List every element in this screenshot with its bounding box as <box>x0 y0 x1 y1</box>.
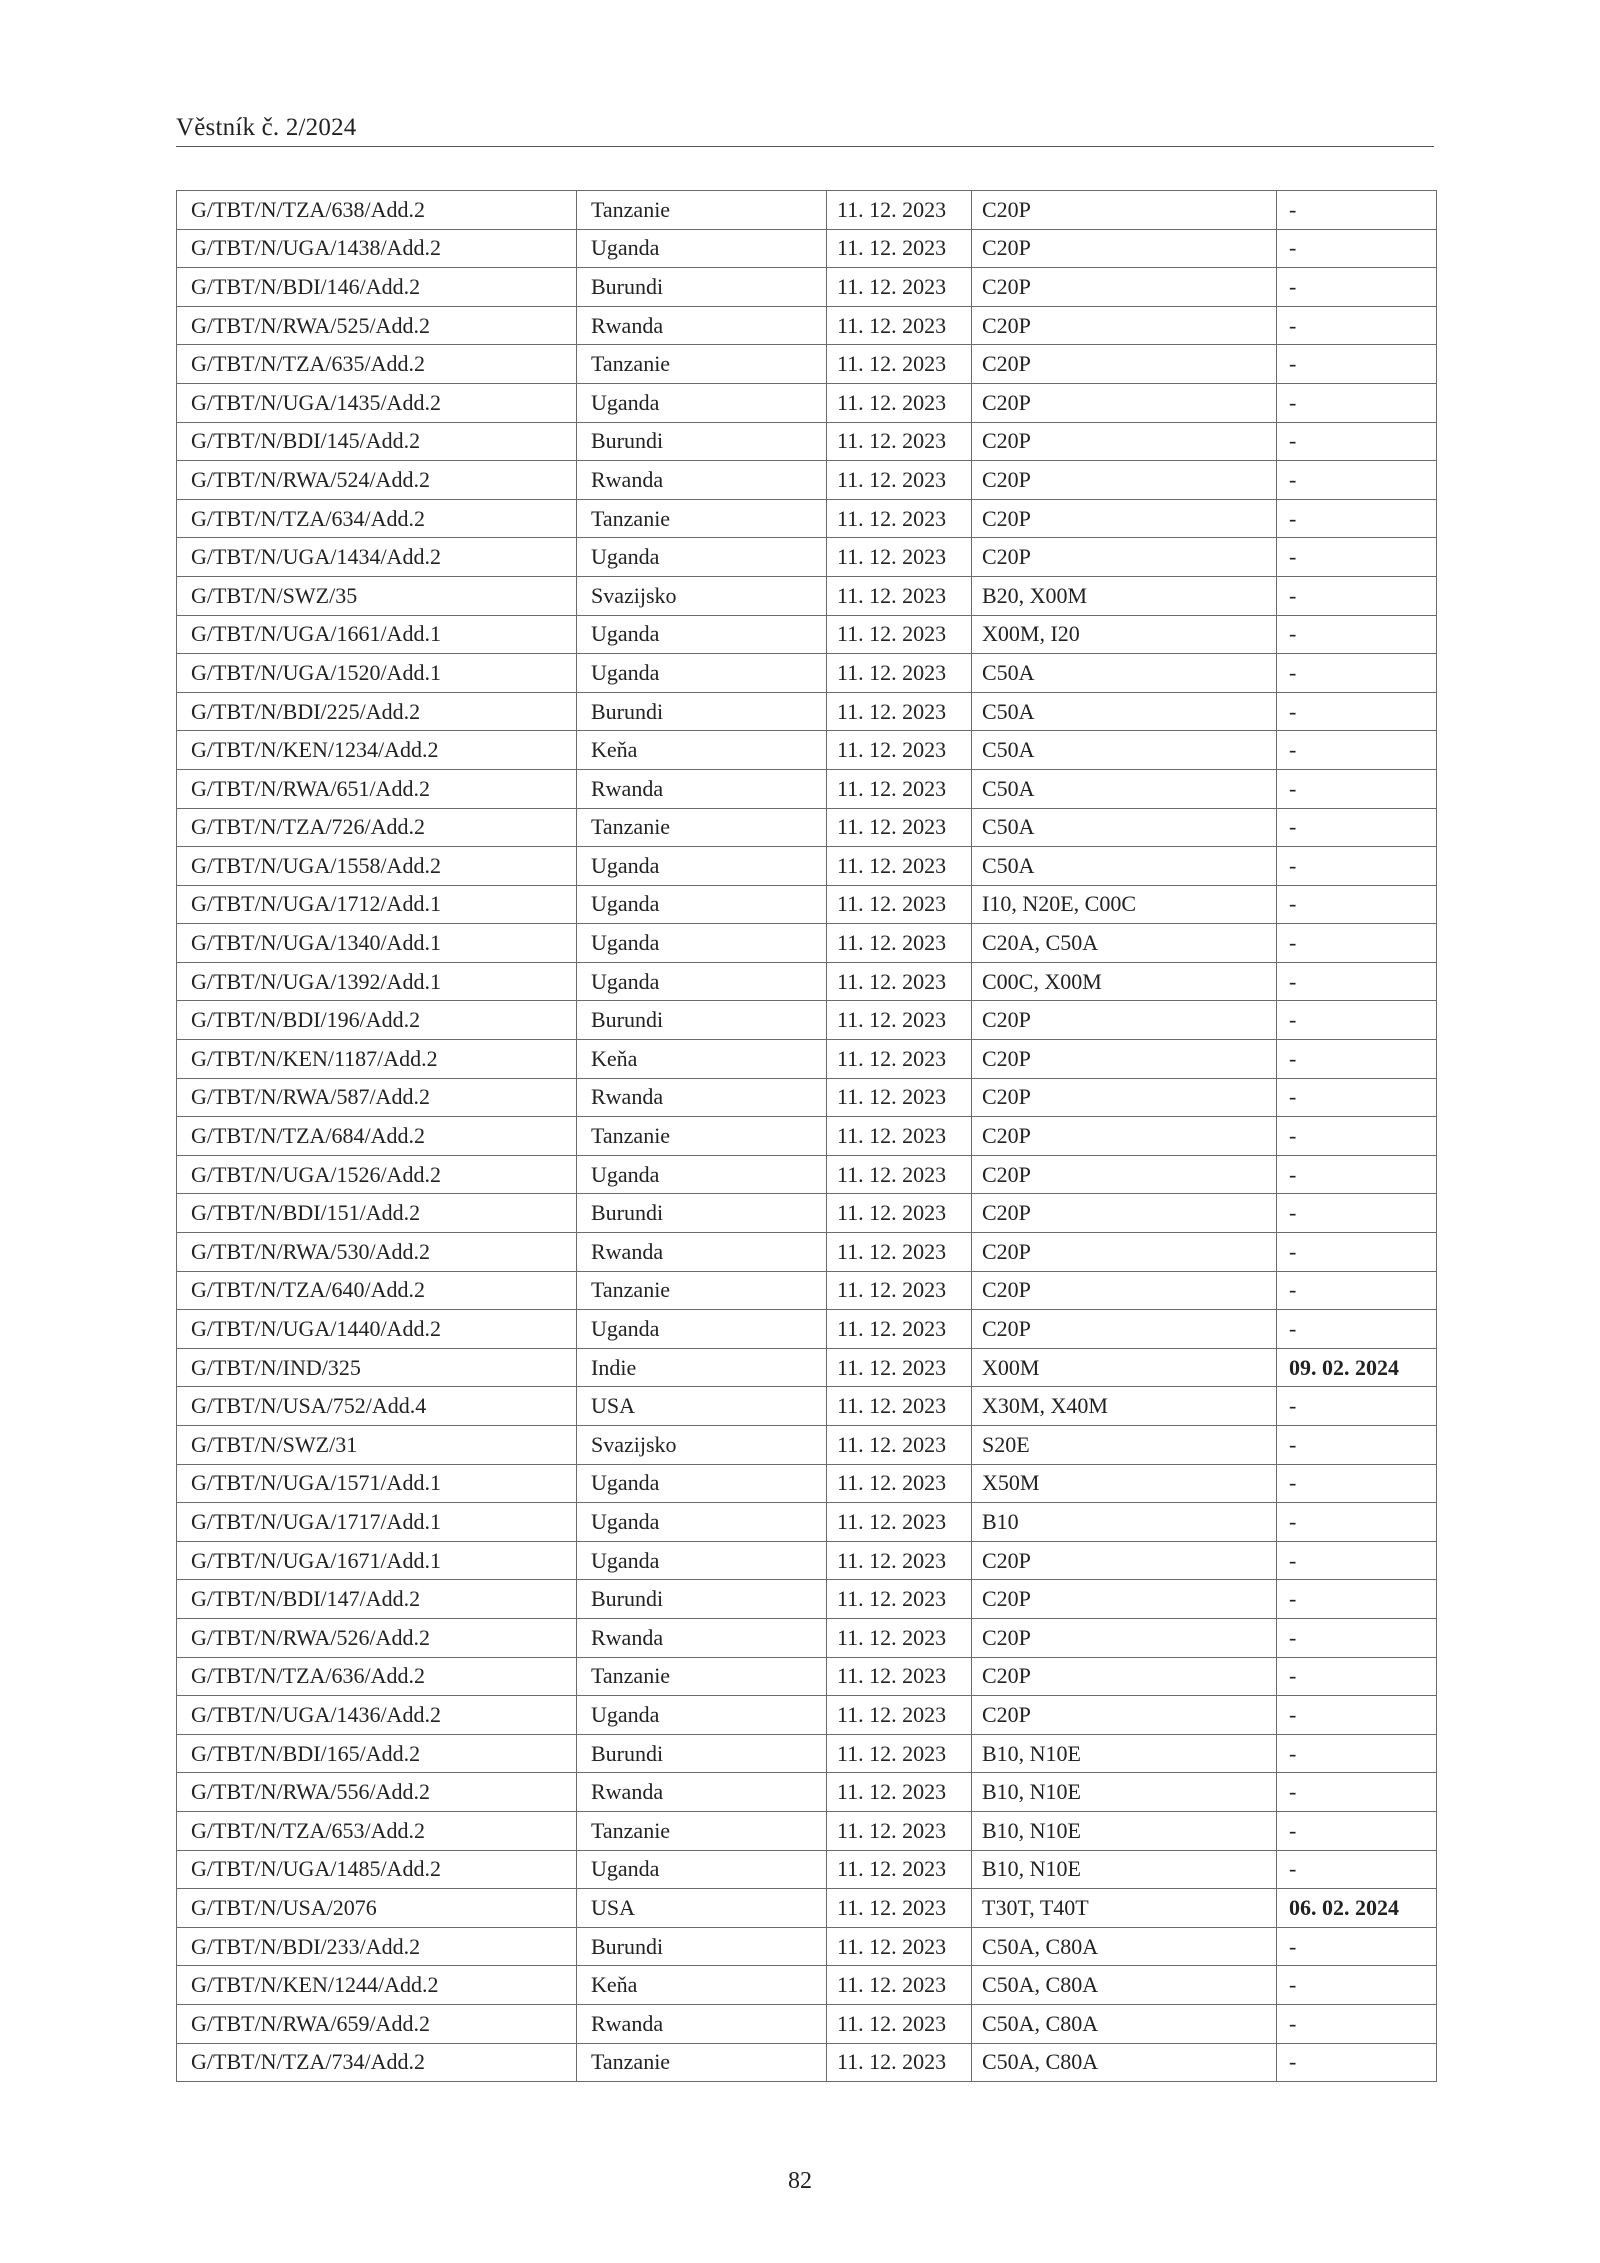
date-cell: 11. 12. 2023 <box>827 1348 972 1387</box>
deadline-cell: - <box>1277 268 1437 307</box>
country-cell: Keňa <box>577 731 827 770</box>
notification-symbol-cell: G/TBT/N/UGA/1671/Add.1 <box>177 1541 577 1580</box>
code-cell: C20P <box>972 1194 1277 1233</box>
date-cell: 11. 12. 2023 <box>827 1850 972 1889</box>
code-cell: C20P <box>972 1657 1277 1696</box>
deadline-cell: - <box>1277 769 1437 808</box>
deadline-cell: - <box>1277 654 1437 693</box>
notification-symbol-cell: G/TBT/N/RWA/526/Add.2 <box>177 1618 577 1657</box>
notification-symbol-cell: G/TBT/N/UGA/1392/Add.1 <box>177 962 577 1001</box>
table-row <box>177 1850 1437 1889</box>
table-row <box>177 1618 1437 1657</box>
notification-symbol-cell: G/TBT/N/RWA/556/Add.2 <box>177 1773 577 1812</box>
code-cell: C20P <box>972 461 1277 500</box>
code-cell: C50A <box>972 692 1277 731</box>
country-cell: Uganda <box>577 885 827 924</box>
code-cell: B10, N10E <box>972 1734 1277 1773</box>
code-cell: B10, N10E <box>972 1773 1277 1812</box>
code-cell: C20P <box>972 538 1277 577</box>
code-cell: C20P <box>972 1001 1277 1040</box>
deadline-cell: - <box>1277 1464 1437 1503</box>
deadline-cell: - <box>1277 1657 1437 1696</box>
table-row <box>177 654 1437 693</box>
deadline-cell: - <box>1277 1618 1437 1657</box>
deadline-cell: - <box>1277 924 1437 963</box>
table-row <box>177 576 1437 615</box>
notification-symbol-cell: G/TBT/N/UGA/1520/Add.1 <box>177 654 577 693</box>
date-cell: 11. 12. 2023 <box>827 1040 972 1079</box>
country-cell: Rwanda <box>577 1773 827 1812</box>
table-row <box>177 191 1437 230</box>
deadline-cell: - <box>1277 191 1437 230</box>
country-cell: Rwanda <box>577 1618 827 1657</box>
deadline-cell: - <box>1277 1387 1437 1426</box>
country-cell: Tanzanie <box>577 499 827 538</box>
deadline-cell: - <box>1277 576 1437 615</box>
country-cell: Indie <box>577 1348 827 1387</box>
table-row <box>177 615 1437 654</box>
notification-symbol-cell: G/TBT/N/RWA/659/Add.2 <box>177 2004 577 2043</box>
notification-symbol-cell: G/TBT/N/RWA/651/Add.2 <box>177 769 577 808</box>
deadline-cell: - <box>1277 383 1437 422</box>
date-cell: 11. 12. 2023 <box>827 924 972 963</box>
table-row <box>177 538 1437 577</box>
deadline-cell: - <box>1277 499 1437 538</box>
table-row <box>177 808 1437 847</box>
notification-symbol-cell: G/TBT/N/UGA/1340/Add.1 <box>177 924 577 963</box>
country-cell: Svazijsko <box>577 1426 827 1465</box>
table-row <box>177 1773 1437 1812</box>
deadline-cell: - <box>1277 1078 1437 1117</box>
notification-symbol-cell: G/TBT/N/SWZ/31 <box>177 1426 577 1465</box>
notification-symbol-cell: G/TBT/N/KEN/1234/Add.2 <box>177 731 577 770</box>
deadline-cell: - <box>1277 1271 1437 1310</box>
table-row <box>177 2043 1437 2082</box>
deadline-cell: - <box>1277 1541 1437 1580</box>
notification-symbol-cell: G/TBT/N/BDI/145/Add.2 <box>177 422 577 461</box>
country-cell: Rwanda <box>577 769 827 808</box>
deadline-cell: - <box>1277 1426 1437 1465</box>
code-cell: X50M <box>972 1464 1277 1503</box>
code-cell: C50A <box>972 654 1277 693</box>
notification-symbol-cell: G/TBT/N/TZA/640/Add.2 <box>177 1271 577 1310</box>
date-cell: 11. 12. 2023 <box>827 731 972 770</box>
date-cell: 11. 12. 2023 <box>827 1233 972 1272</box>
country-cell: USA <box>577 1387 827 1426</box>
code-cell: C20P <box>972 1117 1277 1156</box>
table-row <box>177 1194 1437 1233</box>
code-cell: T30T, T40T <box>972 1889 1277 1928</box>
date-cell: 11. 12. 2023 <box>827 268 972 307</box>
date-cell: 11. 12. 2023 <box>827 808 972 847</box>
notification-symbol-cell: G/TBT/N/TZA/634/Add.2 <box>177 499 577 538</box>
table-row <box>177 383 1437 422</box>
country-cell: Uganda <box>577 1696 827 1735</box>
deadline-cell: - <box>1277 1503 1437 1542</box>
code-cell: C20P <box>972 383 1277 422</box>
date-cell: 11. 12. 2023 <box>827 1927 972 1966</box>
date-cell: 11. 12. 2023 <box>827 499 972 538</box>
table-row <box>177 345 1437 384</box>
deadline-cell: - <box>1277 1966 1437 2005</box>
code-cell: C20P <box>972 1155 1277 1194</box>
deadline-cell: - <box>1277 345 1437 384</box>
notification-symbol-cell: G/TBT/N/SWZ/35 <box>177 576 577 615</box>
date-cell: 11. 12. 2023 <box>827 538 972 577</box>
deadline-cell: - <box>1277 1001 1437 1040</box>
date-cell: 11. 12. 2023 <box>827 1657 972 1696</box>
table-row <box>177 499 1437 538</box>
deadline-cell: - <box>1277 885 1437 924</box>
table-row <box>177 1233 1437 1272</box>
code-cell: C20P <box>972 1696 1277 1735</box>
table-row <box>177 1927 1437 1966</box>
deadline-cell: - <box>1277 1850 1437 1889</box>
deadline-cell: - <box>1277 731 1437 770</box>
country-cell: USA <box>577 1889 827 1928</box>
notification-symbol-cell: G/TBT/N/TZA/734/Add.2 <box>177 2043 577 2082</box>
table-row <box>177 2004 1437 2043</box>
table-row <box>177 1387 1437 1426</box>
country-cell: Svazijsko <box>577 576 827 615</box>
code-cell: C20P <box>972 191 1277 230</box>
deadline-cell: - <box>1277 1927 1437 1966</box>
notification-table <box>176 190 1437 2082</box>
deadline-cell: 09. 02. 2024 <box>1277 1348 1437 1387</box>
country-cell: Uganda <box>577 1155 827 1194</box>
table-row <box>177 1117 1437 1156</box>
country-cell: Uganda <box>577 1850 827 1889</box>
notification-symbol-cell: G/TBT/N/UGA/1434/Add.2 <box>177 538 577 577</box>
table-row <box>177 1271 1437 1310</box>
country-cell: Burundi <box>577 1927 827 1966</box>
deadline-cell: - <box>1277 1233 1437 1272</box>
notification-symbol-cell: G/TBT/N/UGA/1661/Add.1 <box>177 615 577 654</box>
table-row <box>177 924 1437 963</box>
deadline-cell: - <box>1277 847 1437 886</box>
date-cell: 11. 12. 2023 <box>827 615 972 654</box>
date-cell: 11. 12. 2023 <box>827 2043 972 2082</box>
code-cell: C20P <box>972 306 1277 345</box>
country-cell: Burundi <box>577 1001 827 1040</box>
table-row <box>177 306 1437 345</box>
notification-symbol-cell: G/TBT/N/RWA/525/Add.2 <box>177 306 577 345</box>
code-cell: C20A, C50A <box>972 924 1277 963</box>
country-cell: Uganda <box>577 924 827 963</box>
country-cell: Rwanda <box>577 1233 827 1272</box>
deadline-cell: - <box>1277 229 1437 268</box>
table-row <box>177 1040 1437 1079</box>
date-cell: 11. 12. 2023 <box>827 345 972 384</box>
table-row <box>177 1966 1437 2005</box>
table-row <box>177 1657 1437 1696</box>
country-cell: Tanzanie <box>577 1811 827 1850</box>
table-row <box>177 692 1437 731</box>
date-cell: 11. 12. 2023 <box>827 1966 972 2005</box>
country-cell: Burundi <box>577 1194 827 1233</box>
date-cell: 11. 12. 2023 <box>827 1618 972 1657</box>
notification-symbol-cell: G/TBT/N/TZA/636/Add.2 <box>177 1657 577 1696</box>
country-cell: Uganda <box>577 229 827 268</box>
date-cell: 11. 12. 2023 <box>827 1889 972 1928</box>
table-row <box>177 847 1437 886</box>
deadline-cell: - <box>1277 615 1437 654</box>
date-cell: 11. 12. 2023 <box>827 191 972 230</box>
date-cell: 11. 12. 2023 <box>827 885 972 924</box>
date-cell: 11. 12. 2023 <box>827 1310 972 1349</box>
date-cell: 11. 12. 2023 <box>827 461 972 500</box>
country-cell: Tanzanie <box>577 1657 827 1696</box>
code-cell: C50A <box>972 731 1277 770</box>
table-row <box>177 1503 1437 1542</box>
code-cell: B20, X00M <box>972 576 1277 615</box>
country-cell: Burundi <box>577 1734 827 1773</box>
notification-symbol-cell: G/TBT/N/UGA/1712/Add.1 <box>177 885 577 924</box>
date-cell: 11. 12. 2023 <box>827 1503 972 1542</box>
country-cell: Uganda <box>577 1464 827 1503</box>
code-cell: C50A, C80A <box>972 1966 1277 2005</box>
table-row <box>177 769 1437 808</box>
country-cell: Rwanda <box>577 306 827 345</box>
date-cell: 11. 12. 2023 <box>827 2004 972 2043</box>
notification-symbol-cell: G/TBT/N/TZA/684/Add.2 <box>177 1117 577 1156</box>
country-cell: Uganda <box>577 1503 827 1542</box>
date-cell: 11. 12. 2023 <box>827 1387 972 1426</box>
deadline-cell: - <box>1277 461 1437 500</box>
country-cell: Uganda <box>577 962 827 1001</box>
code-cell: C20P <box>972 345 1277 384</box>
table-row <box>177 1348 1437 1387</box>
country-cell: Tanzanie <box>577 808 827 847</box>
deadline-cell: - <box>1277 692 1437 731</box>
table-row <box>177 1001 1437 1040</box>
code-cell: C50A <box>972 769 1277 808</box>
deadline-cell: - <box>1277 1155 1437 1194</box>
country-cell: Rwanda <box>577 2004 827 2043</box>
code-cell: C50A, C80A <box>972 1927 1277 1966</box>
deadline-cell: - <box>1277 962 1437 1001</box>
date-cell: 11. 12. 2023 <box>827 1078 972 1117</box>
notification-symbol-cell: G/TBT/N/UGA/1526/Add.2 <box>177 1155 577 1194</box>
notification-symbol-cell: G/TBT/N/BDI/147/Add.2 <box>177 1580 577 1619</box>
notification-symbol-cell: G/TBT/N/UGA/1485/Add.2 <box>177 1850 577 1889</box>
country-cell: Tanzanie <box>577 1117 827 1156</box>
deadline-cell: - <box>1277 2043 1437 2082</box>
country-cell: Burundi <box>577 692 827 731</box>
date-cell: 11. 12. 2023 <box>827 1580 972 1619</box>
notification-symbol-cell: G/TBT/N/BDI/233/Add.2 <box>177 1927 577 1966</box>
deadline-cell: - <box>1277 808 1437 847</box>
date-cell: 11. 12. 2023 <box>827 769 972 808</box>
country-cell: Tanzanie <box>577 2043 827 2082</box>
country-cell: Rwanda <box>577 461 827 500</box>
country-cell: Tanzanie <box>577 345 827 384</box>
date-cell: 11. 12. 2023 <box>827 962 972 1001</box>
date-cell: 11. 12. 2023 <box>827 1696 972 1735</box>
code-cell: X00M, I20 <box>972 615 1277 654</box>
country-cell: Uganda <box>577 538 827 577</box>
code-cell: S20E <box>972 1426 1277 1465</box>
page-header <box>176 110 1434 147</box>
country-cell: Burundi <box>577 1580 827 1619</box>
date-cell: 11. 12. 2023 <box>827 1117 972 1156</box>
table-row <box>177 731 1437 770</box>
country-cell: Burundi <box>577 422 827 461</box>
date-cell: 11. 12. 2023 <box>827 1541 972 1580</box>
code-cell: C20P <box>972 268 1277 307</box>
bulletin-title: Věstník č. 2/2024 <box>176 114 357 141</box>
deadline-cell: - <box>1277 422 1437 461</box>
notification-symbol-cell: G/TBT/N/TZA/726/Add.2 <box>177 808 577 847</box>
table-row <box>177 1426 1437 1465</box>
page-number: 82 <box>788 2168 812 2194</box>
country-cell: Tanzanie <box>577 1271 827 1310</box>
country-cell: Uganda <box>577 615 827 654</box>
country-cell: Burundi <box>577 268 827 307</box>
country-cell: Uganda <box>577 847 827 886</box>
code-cell: C20P <box>972 1078 1277 1117</box>
table-row <box>177 422 1437 461</box>
country-cell: Uganda <box>577 1541 827 1580</box>
code-cell: X30M, X40M <box>972 1387 1277 1426</box>
code-cell: C50A <box>972 808 1277 847</box>
date-cell: 11. 12. 2023 <box>827 1194 972 1233</box>
deadline-cell: - <box>1277 1310 1437 1349</box>
country-cell: Uganda <box>577 1310 827 1349</box>
country-cell: Uganda <box>577 383 827 422</box>
deadline-cell: - <box>1277 1734 1437 1773</box>
date-cell: 11. 12. 2023 <box>827 692 972 731</box>
notification-symbol-cell: G/TBT/N/BDI/146/Add.2 <box>177 268 577 307</box>
notification-symbol-cell: G/TBT/N/RWA/530/Add.2 <box>177 1233 577 1272</box>
notification-symbol-cell: G/TBT/N/UGA/1436/Add.2 <box>177 1696 577 1735</box>
notification-symbol-cell: G/TBT/N/TZA/653/Add.2 <box>177 1811 577 1850</box>
code-cell: C20P <box>972 422 1277 461</box>
deadline-cell: - <box>1277 538 1437 577</box>
deadline-cell: - <box>1277 1773 1437 1812</box>
code-cell: I10, N20E, C00C <box>972 885 1277 924</box>
table-row <box>177 1310 1437 1349</box>
code-cell: X00M <box>972 1348 1277 1387</box>
code-cell: C20P <box>972 1580 1277 1619</box>
code-cell: C50A, C80A <box>972 2004 1277 2043</box>
deadline-cell: - <box>1277 2004 1437 2043</box>
code-cell: C20P <box>972 1541 1277 1580</box>
code-cell: C20P <box>972 1618 1277 1657</box>
table-row <box>177 1889 1437 1928</box>
date-cell: 11. 12. 2023 <box>827 576 972 615</box>
code-cell: C00C, X00M <box>972 962 1277 1001</box>
notification-symbol-cell: G/TBT/N/RWA/587/Add.2 <box>177 1078 577 1117</box>
notification-symbol-cell: G/TBT/N/KEN/1187/Add.2 <box>177 1040 577 1079</box>
deadline-cell: - <box>1277 1696 1437 1735</box>
date-cell: 11. 12. 2023 <box>827 1773 972 1812</box>
code-cell: C50A <box>972 847 1277 886</box>
notification-symbol-cell: G/TBT/N/TZA/635/Add.2 <box>177 345 577 384</box>
table-row <box>177 1155 1437 1194</box>
deadline-cell: - <box>1277 306 1437 345</box>
deadline-cell: - <box>1277 1811 1437 1850</box>
table-row <box>177 229 1437 268</box>
table-row <box>177 1464 1437 1503</box>
table-row <box>177 1696 1437 1735</box>
country-cell: Keňa <box>577 1040 827 1079</box>
date-cell: 11. 12. 2023 <box>827 1271 972 1310</box>
notification-symbol-cell: G/TBT/N/UGA/1435/Add.2 <box>177 383 577 422</box>
notification-symbol-cell: G/TBT/N/UGA/1558/Add.2 <box>177 847 577 886</box>
date-cell: 11. 12. 2023 <box>827 422 972 461</box>
notification-symbol-cell: G/TBT/N/UGA/1571/Add.1 <box>177 1464 577 1503</box>
notification-symbol-cell: G/TBT/N/KEN/1244/Add.2 <box>177 1966 577 2005</box>
table-row <box>177 885 1437 924</box>
table-row <box>177 268 1437 307</box>
notification-symbol-cell: G/TBT/N/BDI/165/Add.2 <box>177 1734 577 1773</box>
country-cell: Rwanda <box>577 1078 827 1117</box>
date-cell: 11. 12. 2023 <box>827 383 972 422</box>
date-cell: 11. 12. 2023 <box>827 1426 972 1465</box>
code-cell: C20P <box>972 1310 1277 1349</box>
code-cell: C20P <box>972 1271 1277 1310</box>
date-cell: 11. 12. 2023 <box>827 654 972 693</box>
country-cell: Keňa <box>577 1966 827 2005</box>
code-cell: B10 <box>972 1503 1277 1542</box>
table-row <box>177 1734 1437 1773</box>
notification-symbol-cell: G/TBT/N/RWA/524/Add.2 <box>177 461 577 500</box>
notification-symbol-cell: G/TBT/N/TZA/638/Add.2 <box>177 191 577 230</box>
deadline-cell: - <box>1277 1040 1437 1079</box>
notification-symbol-cell: G/TBT/N/USA/2076 <box>177 1889 577 1928</box>
date-cell: 11. 12. 2023 <box>827 1464 972 1503</box>
country-cell: Uganda <box>577 654 827 693</box>
date-cell: 11. 12. 2023 <box>827 1155 972 1194</box>
date-cell: 11. 12. 2023 <box>827 229 972 268</box>
table-row <box>177 962 1437 1001</box>
date-cell: 11. 12. 2023 <box>827 1811 972 1850</box>
notification-symbol-cell: G/TBT/N/UGA/1717/Add.1 <box>177 1503 577 1542</box>
date-cell: 11. 12. 2023 <box>827 1001 972 1040</box>
deadline-cell: - <box>1277 1194 1437 1233</box>
notification-symbol-cell: G/TBT/N/IND/325 <box>177 1348 577 1387</box>
deadline-cell: - <box>1277 1580 1437 1619</box>
table-row <box>177 1811 1437 1850</box>
table-row <box>177 1541 1437 1580</box>
code-cell: C50A, C80A <box>972 2043 1277 2082</box>
code-cell: B10, N10E <box>972 1850 1277 1889</box>
notification-symbol-cell: G/TBT/N/USA/752/Add.4 <box>177 1387 577 1426</box>
table-row <box>177 1078 1437 1117</box>
notification-symbol-cell: G/TBT/N/BDI/225/Add.2 <box>177 692 577 731</box>
table-row <box>177 461 1437 500</box>
code-cell: C20P <box>972 1233 1277 1272</box>
code-cell: C20P <box>972 229 1277 268</box>
notification-symbol-cell: G/TBT/N/UGA/1438/Add.2 <box>177 229 577 268</box>
table-row <box>177 1580 1437 1619</box>
table-body <box>177 191 1437 2082</box>
deadline-cell: 06. 02. 2024 <box>1277 1889 1437 1928</box>
deadline-cell: - <box>1277 1117 1437 1156</box>
date-cell: 11. 12. 2023 <box>827 847 972 886</box>
notification-symbol-cell: G/TBT/N/BDI/151/Add.2 <box>177 1194 577 1233</box>
code-cell: C20P <box>972 1040 1277 1079</box>
notification-symbol-cell: G/TBT/N/UGA/1440/Add.2 <box>177 1310 577 1349</box>
notification-symbol-cell: G/TBT/N/BDI/196/Add.2 <box>177 1001 577 1040</box>
date-cell: 11. 12. 2023 <box>827 306 972 345</box>
code-cell: B10, N10E <box>972 1811 1277 1850</box>
code-cell: C20P <box>972 499 1277 538</box>
date-cell: 11. 12. 2023 <box>827 1734 972 1773</box>
country-cell: Tanzanie <box>577 191 827 230</box>
